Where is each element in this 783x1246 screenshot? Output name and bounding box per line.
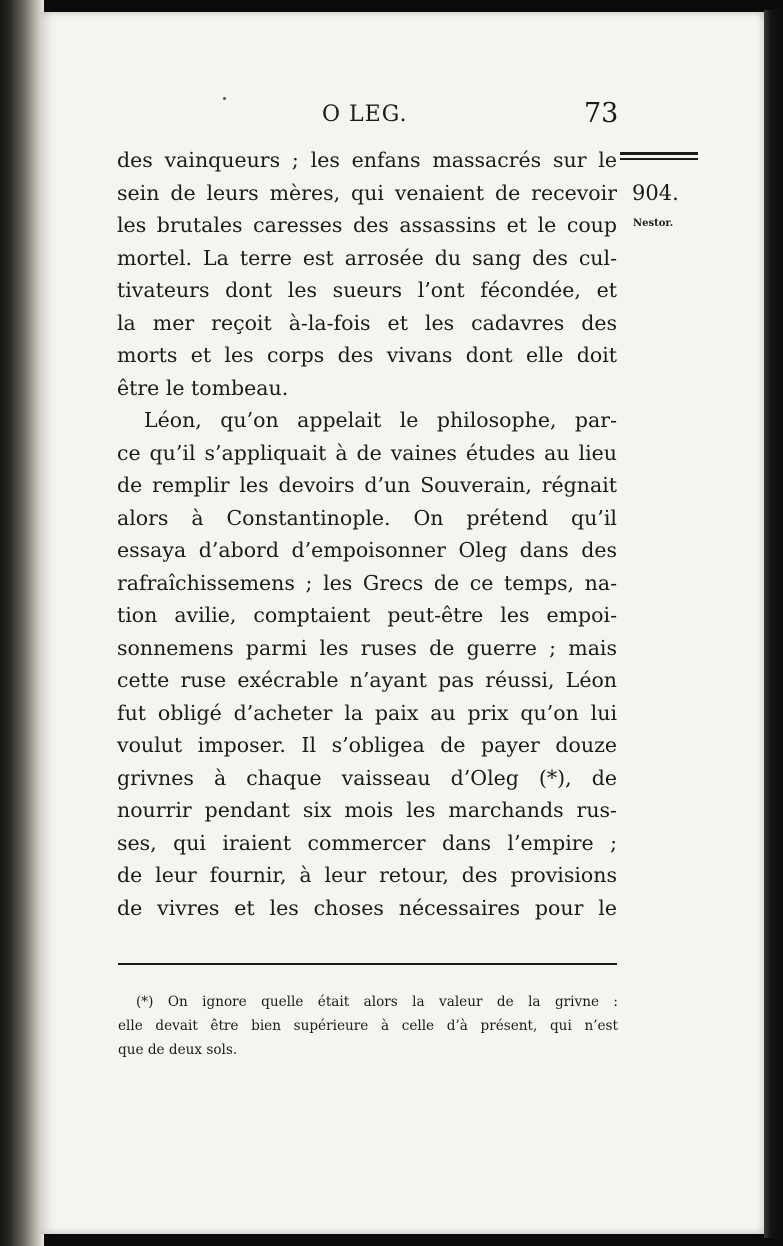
margin-double-rule bbox=[620, 152, 698, 161]
text-line: les brutales caresses des assassins et le coup bbox=[117, 213, 617, 237]
text-line: nourrir pendant six mois les marchands rus- bbox=[117, 798, 617, 822]
page-edge-shadow bbox=[764, 10, 783, 1238]
margin-rule-thin bbox=[620, 158, 698, 160]
text-line: la mer reçoit à-la-fois et les cadavres des bbox=[117, 310, 617, 335]
text-line: fut obligé d’acheter la paix au prix qu’on lui bbox=[117, 700, 617, 725]
margin-year-note: 904. bbox=[632, 181, 679, 205]
running-head: O LEG. bbox=[322, 102, 408, 127]
footnote-rule bbox=[118, 963, 617, 965]
text-line: alors à Constantinople. On prétend qu’il bbox=[117, 505, 617, 530]
margin-rule-thick bbox=[620, 152, 698, 155]
page-header bbox=[0, 98, 783, 138]
text-line: de remplir les devoirs d’un Souverain, régnait bbox=[117, 473, 617, 497]
text-line: essaya d’abord d’empoisonner Oleg dans des bbox=[117, 538, 617, 562]
text-line: tion avilie, comptaient peut-être les empoi- bbox=[117, 603, 617, 627]
text-line: grivnes à chaque vaisseau d’Oleg (*), de bbox=[117, 765, 617, 790]
text-line: sein de leurs mères, qui venaient de recevoir bbox=[117, 180, 617, 205]
footnote-line: (*) On ignore quelle était alors la valeur de la grivne : bbox=[136, 994, 618, 1010]
text-line: morts et les corps des vivans dont elle doit bbox=[117, 343, 617, 367]
page-number: 73 bbox=[584, 98, 619, 129]
text-line: ses, qui iraient commercer dans l’empire ; bbox=[117, 830, 617, 855]
text-line: mortel. La terre est arrosée du sang des cul- bbox=[117, 245, 617, 270]
text-line: cette ruse exécrable n’ayant pas réussi, Léon bbox=[117, 668, 617, 692]
text-line: de leur fournir, à leur retour, des provisions bbox=[117, 863, 617, 887]
paragraph-start-line: Léon, qu’on appelait le philosophe, par- bbox=[144, 408, 617, 432]
text-line: tivateurs dont les sueurs l’ont fécondée, et bbox=[117, 278, 617, 302]
text-line: rafraîchissemens ; les Grecs de ce temps, na- bbox=[117, 570, 617, 595]
paragraph-end-line: être le tombeau. bbox=[117, 375, 289, 400]
margin-source-note: Nestor. bbox=[633, 218, 674, 229]
text-line: des vainqueurs ; les enfans massacrés sur le bbox=[117, 148, 617, 172]
text-line: de vivres et les choses nécessaires pour le bbox=[117, 895, 617, 920]
book-gutter bbox=[0, 0, 44, 1246]
main-text bbox=[117, 144, 617, 924]
footnote-line: elle devait être bien supérieure à celle d’à présent, qui n’est bbox=[118, 1018, 618, 1034]
footnote-line: que de deux sols. bbox=[118, 1042, 238, 1058]
footnote bbox=[118, 990, 618, 1062]
text-line: voulut imposer. Il s’obligea de payer douze bbox=[117, 733, 617, 757]
text-line: ce qu’il s’appliquait à de vaines études au lieu bbox=[117, 440, 617, 465]
text-line: sonnemens parmi les ruses de guerre ; mais bbox=[117, 635, 617, 660]
